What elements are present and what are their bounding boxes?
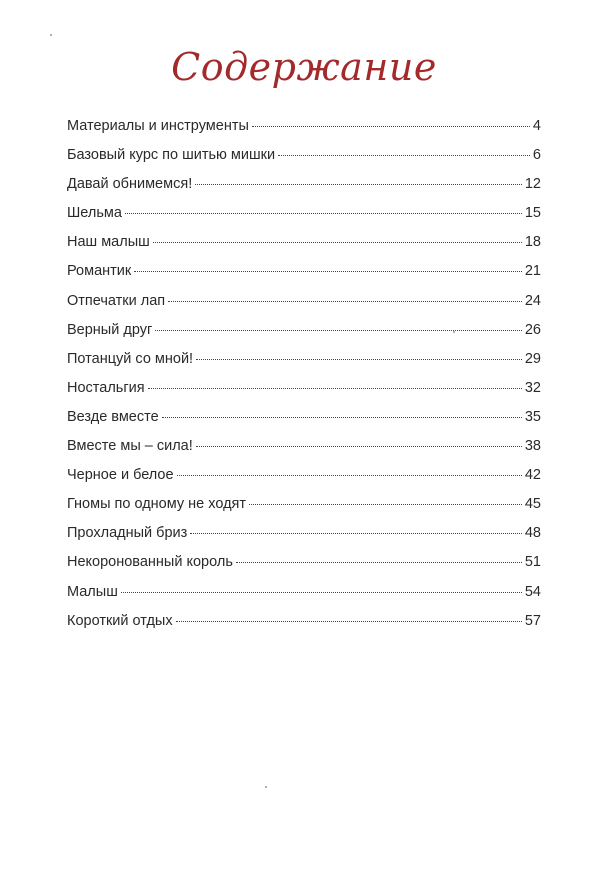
toc-entry-title: Некоронованный король	[67, 554, 233, 571]
toc-entry-title: Давай обнимемся!	[67, 176, 193, 193]
toc-entry-page: 15	[524, 205, 541, 222]
toc-entry-page: 24	[524, 292, 541, 309]
toc-entry-page: 29	[524, 350, 541, 367]
toc-entry-page: 18	[524, 234, 541, 251]
toc-entry	[67, 199, 541, 228]
toc-entry-page: 45	[524, 496, 541, 513]
toc-entry-page: 6	[532, 147, 541, 164]
dot-leader	[134, 271, 522, 272]
table-of-contents	[67, 112, 541, 636]
toc-entry-title: Базовый курс по шитью мишки	[67, 147, 276, 164]
toc-entry-title: Малыш	[67, 583, 118, 600]
paper-speck	[50, 34, 52, 36]
toc-entry-page: 35	[524, 408, 541, 425]
dot-leader	[155, 330, 522, 331]
dot-leader	[252, 126, 530, 127]
toc-entry-page: 54	[524, 583, 541, 600]
toc-entry-page: 4	[532, 118, 541, 134]
toc-entry	[67, 461, 541, 490]
toc-entry	[67, 403, 541, 432]
toc-entry-page: 12	[524, 176, 541, 193]
dot-leader	[195, 184, 522, 185]
toc-entry	[67, 228, 541, 257]
toc-entry-title: Черное и белое	[67, 467, 174, 484]
page-title: Содержание	[171, 45, 437, 89]
paper-speck	[265, 786, 267, 788]
toc-entry	[67, 112, 541, 141]
toc-entry	[67, 519, 541, 548]
toc-entry-title: Короткий отдых	[67, 612, 173, 629]
toc-entry-title: Шельма	[67, 205, 122, 222]
toc-entry	[67, 548, 541, 577]
toc-entry-page: 42	[524, 467, 541, 484]
toc-entry-title: Прохладный бриз	[67, 525, 188, 542]
toc-entry-title: Везде вместе	[67, 408, 159, 425]
dot-leader	[125, 213, 522, 214]
dot-leader	[190, 533, 522, 534]
dot-leader	[177, 475, 522, 476]
toc-entry	[67, 490, 541, 519]
toc-entry	[67, 170, 541, 199]
toc-entry-page: 21	[524, 263, 541, 280]
toc-entry	[67, 432, 541, 461]
toc-entry-title: Гномы по одному не ходят	[67, 496, 247, 513]
dot-leader	[278, 155, 530, 156]
toc-entry-page: 32	[524, 379, 541, 396]
toc-entry-title: Отпечатки лап	[67, 292, 166, 309]
dot-leader	[176, 621, 522, 622]
toc-entry-title: Потанцуй со мной!	[67, 350, 194, 367]
dot-leader	[121, 592, 522, 593]
dot-leader	[249, 504, 522, 505]
toc-entry-page: 48	[524, 525, 541, 542]
dot-leader	[236, 562, 522, 563]
toc-entry-title: Ностальгия	[67, 379, 145, 396]
toc-entry-title: Романтик	[67, 263, 132, 280]
toc-entry	[67, 345, 541, 374]
toc-entry	[67, 141, 541, 170]
dot-leader	[153, 242, 522, 243]
toc-entry-page: 38	[524, 438, 541, 455]
toc-entry	[67, 257, 541, 286]
dot-leader	[168, 301, 522, 302]
dot-leader	[148, 388, 522, 389]
toc-entry-page: 51	[524, 554, 541, 571]
toc-entry-title: Наш малыш	[67, 234, 150, 251]
toc-entry	[67, 607, 541, 636]
toc-entry-title: Вместе мы – сила!	[67, 438, 193, 455]
toc-entry	[67, 316, 541, 345]
dot-leader	[162, 417, 522, 418]
toc-entry	[67, 374, 541, 403]
dot-leader	[196, 446, 522, 447]
toc-entry-page: 26	[524, 321, 541, 338]
toc-entry-title: Материалы и инструменты	[67, 118, 249, 134]
toc-entry	[67, 287, 541, 316]
paper-speck	[453, 331, 455, 333]
toc-entry-title: Верный друг	[67, 321, 153, 338]
toc-entry	[67, 578, 541, 607]
dot-leader	[196, 359, 522, 360]
toc-entry-page: 57	[524, 612, 541, 629]
